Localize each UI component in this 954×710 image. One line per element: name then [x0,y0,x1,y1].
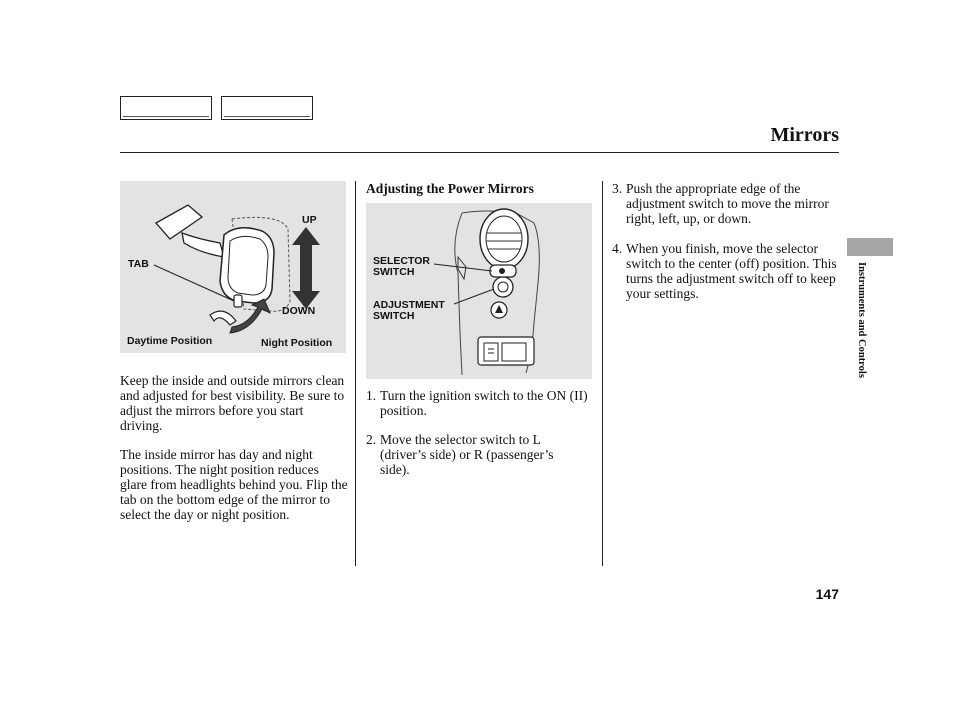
label-night-position: Night Position [261,337,333,349]
label-down: DOWN [282,305,316,317]
column-divider [602,181,603,566]
label-adjustment-switch: ADJUSTMENT SWITCH [373,299,445,322]
section-heading: Adjusting the Power Mirrors [366,181,534,196]
paragraph-mirror-care: Keep the inside and outside mirrors clean and adjusted for best visibility. Be sure to adjust the mirrors before you start driving. [120,373,345,433]
rearview-mirror-illustration [120,181,346,353]
step-number: 1. [366,388,377,403]
paragraph-day-night: The inside mirror has day and night positions. The night position reduces glare from headlights behind you. Flip the tab on the bottom edge of the mirror to select the day or night position. [120,447,348,522]
page-title: Mirrors [770,124,839,146]
label-up: UP [302,214,317,226]
column-divider [355,181,356,566]
step-number: 4. [612,241,623,256]
step-text: When you finish, move the selector switch to the center (off) position. This turns the adjustment switch off to keep your settings. [626,241,837,301]
power-mirror-switch-illustration [366,203,592,379]
nav-button-previous[interactable] [120,96,212,120]
nav-button-next[interactable] [221,96,313,120]
step-number: 3. [612,181,623,196]
label-daytime-position: Daytime Position [127,335,213,347]
label-selector-switch: SELECTOR SWITCH [373,255,430,278]
section-label: Instruments and Controls [856,262,867,378]
section-tab-marker [847,238,893,256]
step-text: Turn the ignition switch to the ON (II) position. [380,388,588,418]
step-number: 2. [366,432,377,447]
label-tab: TAB [128,258,149,270]
header-rule [120,152,839,153]
step-text: Move the selector switch to L (driver’s side) or R (passenger’s side). [380,432,554,477]
step-text: Push the appropriate edge of the adjustment switch to move the mirror right, left, up, or down. [626,181,829,226]
page-number: 147 [815,586,839,602]
